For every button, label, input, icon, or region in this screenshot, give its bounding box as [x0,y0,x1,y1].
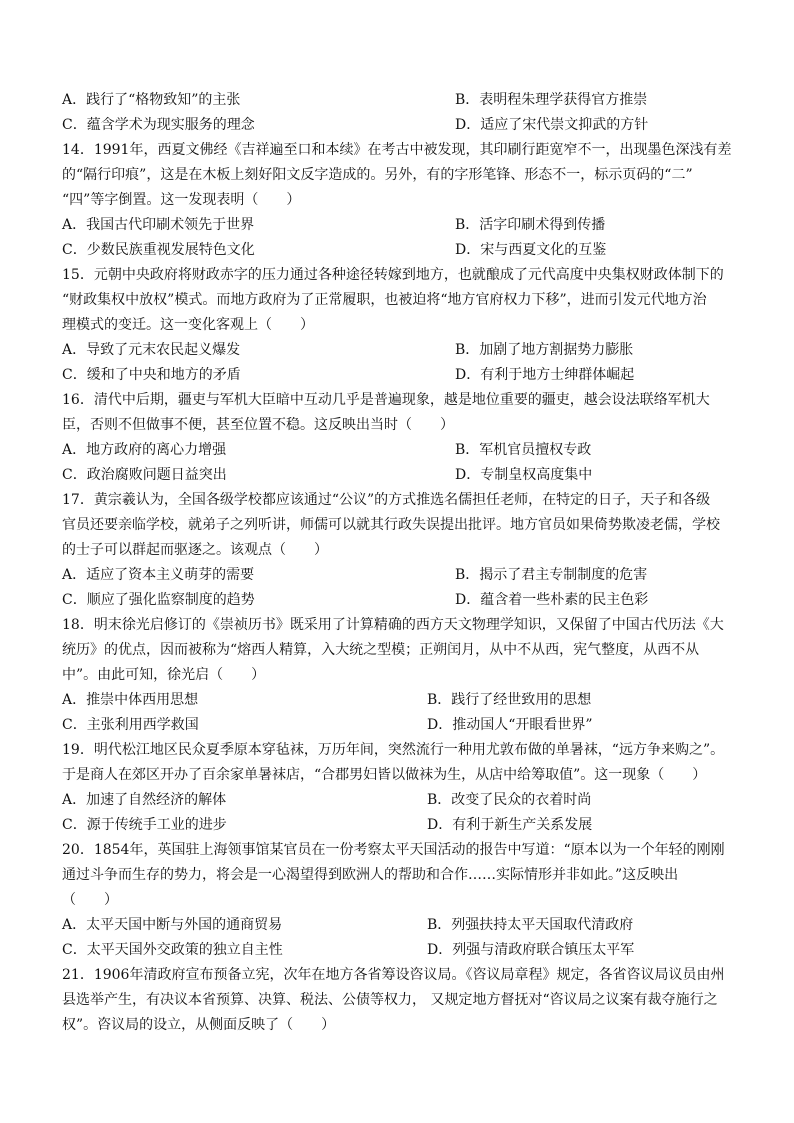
option-row [62,213,734,238]
answer-option[interactable]: D．适应了宋代崇文抑武的方针 [455,117,649,133]
answer-option[interactable]: B．列强扶持太平天国取代清政府 [427,917,634,933]
option-row [62,813,734,838]
option-row [62,438,734,463]
question-line: 的“隔行印痕”，这是在木板上刻好阳文反字造成的。另外，有的字形笔锋、形态不一，标示页码的“二” [62,167,693,183]
question-line: 臣，否则不但做事不便，甚至位置不稳。这反映出当时（ ） [62,417,454,433]
answer-option[interactable]: D．宋与西夏文化的互鉴 [455,242,607,258]
question-line: 16．清代中后期，疆吏与军机大臣暗中互动几乎是普遍现象，越是地位重要的疆吏，越会设法联络军机大 [62,392,710,408]
question-stem [62,488,734,563]
answer-option[interactable]: B．改变了民众的衣着时尚 [427,792,592,808]
question-stem [62,263,734,338]
question-line: 21．1906年清政府宣布预备立宪，次年在地方各省筹设咨议局。《咨议局章程》规定，各省咨议局议员由州 [62,967,725,983]
answer-option[interactable]: C．顺应了强化监察制度的趋势 [62,592,255,608]
option-row [62,113,734,138]
question-line: 的士子可以群起而驱逐之。该观点（ ） [62,542,328,558]
answer-option[interactable]: D．推动国人“开眼看世界” [427,717,593,733]
question-line: （ ） [62,892,118,908]
option-row [62,338,734,363]
answer-option[interactable]: B．揭示了君主专制制度的危害 [455,567,648,583]
answer-option[interactable]: B．活字印刷术得到传播 [455,217,606,233]
answer-option[interactable]: D．有利于地方士绅群体崛起 [455,367,635,383]
question-line: “四”等字倒置。这一发现表明（ ） [62,192,301,208]
question-line: 17．黄宗羲认为，全国各级学校都应该通过“公议”的方式推选名儒担任老师，在特定的日子，天子和各级 [62,492,711,508]
option-row [62,913,734,938]
question-line: 14．1991年，西夏文佛经《吉祥遍至口和本续》在考古中被发现，其印刷行距宽窄不一，出现墨色深浅有差 [62,142,732,158]
question-line: “财政集权中放权”模式。而地方政府为了正常履职，也被迫将“地方官府权力下移”，进而引发元代地方治 [62,292,707,308]
option-row [62,563,734,588]
answer-option[interactable]: C．少数民族重视发展特色文化 [62,242,255,258]
answer-option[interactable]: D．列强与清政府联合镇压太平军 [427,942,635,958]
question-stem [62,613,734,688]
answer-option[interactable]: C．缓和了中央和地方的矛盾 [62,367,241,383]
question-stem [62,138,734,213]
question-line: 权”。咨议局的设立，从侧面反映了（ ） [62,1017,336,1033]
answer-option[interactable]: B．表明程朱理学获得官方推崇 [455,92,648,108]
answer-option[interactable]: A．适应了资本主义萌芽的需要 [62,567,255,583]
answer-option[interactable]: D．有利于新生产关系发展 [427,817,593,833]
answer-option[interactable]: A．我国古代印刷术领先于世界 [62,217,255,233]
question-stem [62,388,734,438]
answer-option[interactable]: A．地方政府的离心力增强 [62,442,227,458]
answer-option[interactable]: A．加速了自然经济的解体 [62,792,227,808]
answer-option[interactable]: C．太平天国外交政策的独立自主性 [62,942,283,958]
answer-option[interactable]: D．蕴含着一些朴素的民主色彩 [455,592,649,608]
option-row [62,713,734,738]
option-row [62,463,734,488]
option-row [62,688,734,713]
answer-option[interactable]: D．专制皇权高度集中 [455,467,593,483]
answer-option[interactable]: C．政治腐败问题日益突出 [62,467,227,483]
option-row [62,938,734,963]
answer-option[interactable]: B．军机官员擅权专政 [455,442,592,458]
question-line: 理模式的变迁。这一变化客观上（ ） [62,317,314,333]
question-line: 通过斗争而生存的势力，将会是一心渴望得到欧洲人的帮助和合作……实际情形并非如此。”这反映出 [62,867,679,883]
question-stem [62,738,734,788]
answer-option[interactable]: C．蕴含学术为现实服务的理念 [62,117,255,133]
option-row [62,588,734,613]
option-row [62,88,734,113]
question-line: 18．明末徐光启修订的《崇祯历书》既采用了计算精确的西方天文物理学知识，又保留了中国古代历法《大 [62,617,724,633]
answer-option[interactable]: A．导致了元末农民起义爆发 [62,342,241,358]
question-line: 官员还要亲临学校，就弟子之列听讲，师儒可以就其行政失误提出批评。地方官员如果倚势欺凌老儒，学校 [62,517,720,533]
question-stem [62,838,734,913]
answer-option[interactable]: A．践行了“格物致知”的主张 [62,92,241,108]
question-line: 于是商人在郊区开办了百余家单暑袜店，“合郡男妇皆以做袜为生，从店中给筹取值”。这一现象（ ） [62,767,707,783]
exam-page [62,88,734,1038]
option-row [62,788,734,813]
question-line: 县选举产生，有决议本省预算、决算、税法、公债等权力， 又规定地方督抚对“咨议局之议案有裁夺施行之 [62,992,718,1008]
answer-option[interactable]: A．推崇中体西用思想 [62,692,199,708]
question-line: 19．明代松江地区民众夏季原本穿毡袜，万历年间，突然流行一种用尤敦布做的单暑袜，“远方争来购之”。 [62,742,725,758]
question-line: 20．1854年，英国驻上海领事馆某官员在一份考察太平天国活动的报告中写道：“原本以为一个年轻的刚刚 [62,842,725,858]
answer-option[interactable]: A．太平天国中断与外国的通商贸易 [62,917,283,933]
answer-option[interactable]: C．源于传统手工业的进步 [62,817,227,833]
question-line: 统历》的优点，因而被称为“熔西人精算，入大统之型模；正朔闰月，从中不从西，宪气整度，从西不从 [62,642,700,658]
answer-option[interactable]: B．加剧了地方割据势力膨胀 [455,342,634,358]
answer-option[interactable]: C．主张利用西学救国 [62,717,199,733]
option-row [62,363,734,388]
option-row [62,238,734,263]
question-line: 15．元朝中央政府将财政赤字的压力通过各种途径转嫁到地方，也就酿成了元代高度中央集权财政体制下的 [62,267,724,283]
question-line: 中”。由此可知，徐光启（ ） [62,667,266,683]
answer-option[interactable]: B．践行了经世致用的思想 [427,692,592,708]
question-stem [62,963,734,1038]
